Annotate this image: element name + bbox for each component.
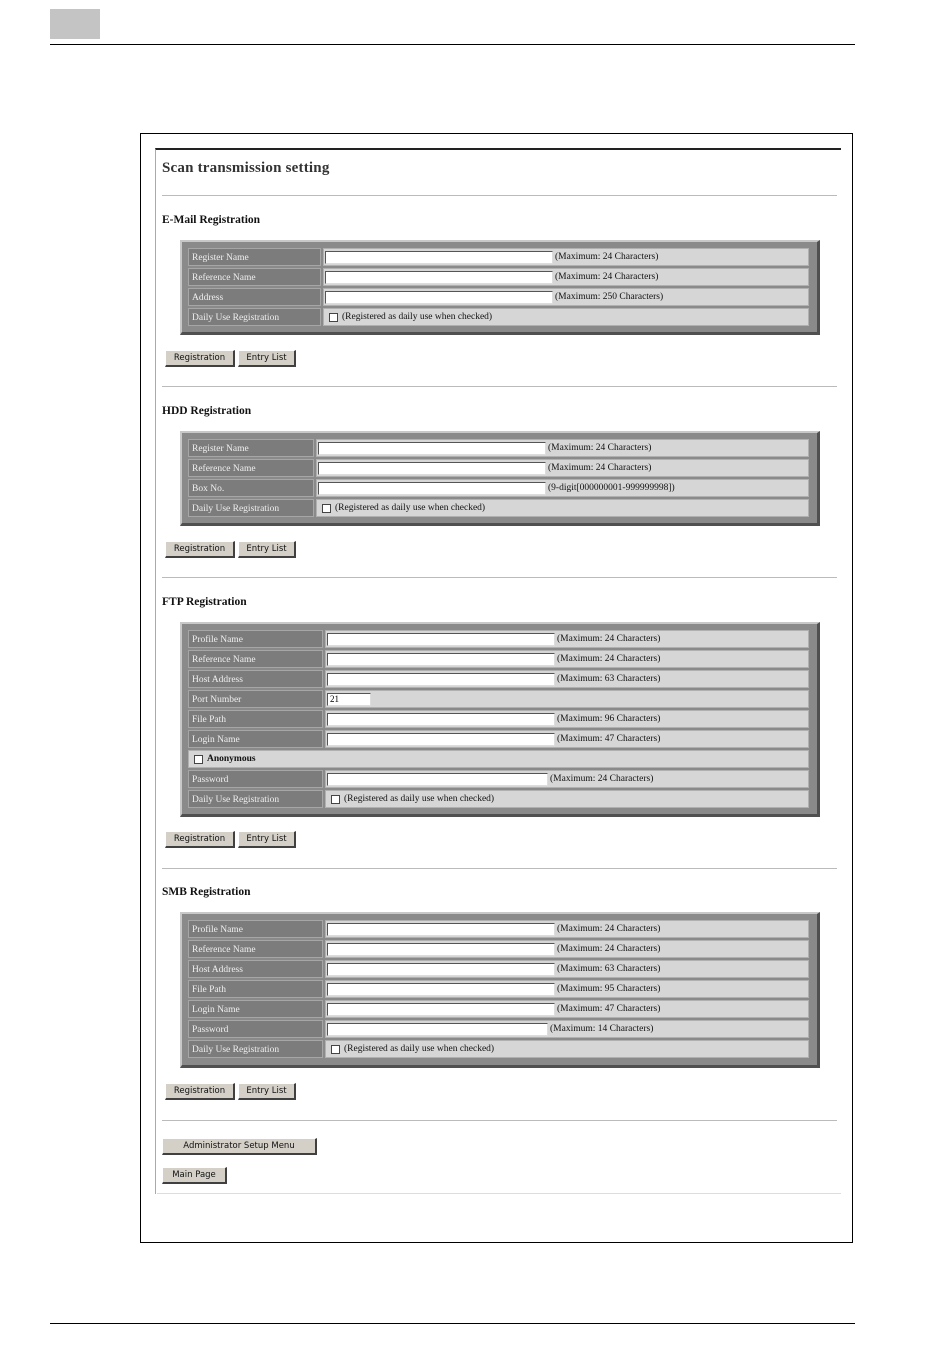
form-row: [188, 920, 809, 938]
form-row: [188, 630, 809, 648]
checkbox-label: (Registered as daily use when checked): [344, 794, 495, 804]
field-hint: (Maximum: 24 Characters): [555, 252, 659, 262]
form-row: [188, 459, 809, 477]
smb-entry-list-button[interactable]: Entry List: [238, 1083, 296, 1100]
field-label: Register Name: [188, 248, 321, 266]
smb-profile-name-input[interactable]: [327, 923, 555, 936]
field-label: Reference Name: [188, 459, 314, 477]
field-label: Address: [188, 288, 321, 306]
form-row: [188, 439, 809, 457]
email-reference-name-input[interactable]: [325, 271, 553, 284]
form-row: [188, 940, 809, 958]
form-row: [188, 710, 809, 728]
field-label: Profile Name: [188, 920, 323, 938]
smb-login-name-input[interactable]: [327, 1003, 555, 1016]
checkbox-label: (Registered as daily use when checked): [344, 1044, 495, 1054]
field-label: Login Name: [188, 1000, 323, 1018]
field-hint: (9-digit[000000001-999999998]): [548, 483, 675, 493]
field-label: File Path: [188, 980, 323, 998]
form-row: [188, 650, 809, 668]
email-entry-list-button[interactable]: Entry List: [238, 350, 296, 367]
field-label: Reference Name: [188, 650, 323, 668]
checkbox-label: (Registered as daily use when checked): [342, 312, 493, 322]
form-row: [188, 479, 809, 497]
hdd-registration-button[interactable]: Registration: [165, 541, 235, 558]
form-row: [188, 248, 809, 266]
form-row: [188, 499, 809, 517]
ftp-anonymous-checkbox[interactable]: [194, 755, 203, 764]
field-label: Profile Name: [188, 630, 323, 648]
field-hint: (Maximum: 24 Characters): [548, 443, 652, 453]
ftp-section-title: FTP Registration: [162, 596, 247, 608]
email-register-name-input[interactable]: [325, 251, 553, 264]
ftp-entry-list-button[interactable]: Entry List: [238, 831, 296, 848]
hdd-section-title: HDD Registration: [162, 405, 252, 417]
ftp-file-path-input[interactable]: [327, 713, 555, 726]
smb-password-input[interactable]: [327, 1023, 548, 1036]
hdd-register-name-input[interactable]: [318, 442, 546, 455]
form-row: [188, 1020, 809, 1038]
field-label: File Path: [188, 710, 323, 728]
field-label: Reference Name: [188, 268, 321, 286]
field-hint: (Maximum: 24 Characters): [550, 774, 654, 784]
field-hint: (Maximum: 24 Characters): [557, 654, 661, 664]
field-label: Daily Use Registration: [188, 1040, 323, 1058]
field-label: Daily Use Registration: [188, 790, 323, 808]
form-row: [188, 308, 809, 326]
ftp-port-number-input[interactable]: [327, 693, 371, 706]
header-rule: [50, 44, 855, 45]
divider: [162, 386, 837, 387]
field-label: Login Name: [188, 730, 323, 748]
smb-section-title: SMB Registration: [162, 886, 251, 898]
field-label: Daily Use Registration: [188, 499, 314, 517]
administrator-setup-menu-button[interactable]: Administrator Setup Menu: [162, 1138, 317, 1155]
checkbox-label: Anonymous: [207, 754, 256, 764]
form-row: [188, 1000, 809, 1018]
field-hint: (Maximum: 95 Characters): [557, 984, 661, 994]
hdd-daily-use-checkbox[interactable]: [322, 504, 331, 513]
field-label: Password: [188, 1020, 323, 1038]
field-label: Port Number: [188, 690, 323, 708]
field-hint: (Maximum: 47 Characters): [557, 734, 661, 744]
ftp-form-panel: [180, 622, 820, 817]
hdd-entry-list-button[interactable]: Entry List: [238, 541, 296, 558]
ftp-daily-use-checkbox[interactable]: [331, 795, 340, 804]
page-title: Scan transmission setting: [162, 160, 330, 176]
field-hint: (Maximum: 24 Characters): [557, 924, 661, 934]
header-tab-marker: [50, 9, 100, 39]
form-row: [188, 770, 809, 788]
checkbox-label: (Registered as daily use when checked): [335, 503, 486, 513]
field-label: Host Address: [188, 960, 323, 978]
field-hint: (Maximum: 14 Characters): [550, 1024, 654, 1034]
divider: [162, 195, 837, 196]
field-hint: (Maximum: 63 Characters): [557, 674, 661, 684]
field-hint: (Maximum: 96 Characters): [557, 714, 661, 724]
ftp-registration-button[interactable]: Registration: [165, 831, 235, 848]
field-label: Host Address: [188, 670, 323, 688]
hdd-form-panel: [180, 431, 820, 526]
field-label: Daily Use Registration: [188, 308, 321, 326]
form-row: [188, 288, 809, 306]
field-hint: (Maximum: 24 Characters): [557, 944, 661, 954]
field-hint: (Maximum: 63 Characters): [557, 964, 661, 974]
hdd-reference-name-input[interactable]: [318, 462, 546, 475]
form-row: [188, 268, 809, 286]
field-label: Box No.: [188, 479, 314, 497]
form-row: [188, 690, 809, 708]
smb-form-panel: [180, 912, 820, 1068]
divider: [162, 577, 837, 578]
form-row: [188, 960, 809, 978]
email-daily-use-checkbox[interactable]: [329, 313, 338, 322]
form-row: [188, 750, 809, 768]
hdd-box-no-input[interactable]: [318, 482, 546, 495]
email-form-panel: [180, 240, 820, 335]
divider: [162, 868, 837, 869]
ftp-reference-name-input[interactable]: [327, 653, 555, 666]
field-label: Register Name: [188, 439, 314, 457]
smb-host-address-input[interactable]: [327, 963, 555, 976]
ftp-profile-name-input[interactable]: [327, 633, 555, 646]
ftp-password-input[interactable]: [327, 773, 548, 786]
main-page-button[interactable]: Main Page: [162, 1167, 227, 1184]
form-row: [188, 670, 809, 688]
smb-registration-button[interactable]: Registration: [165, 1083, 235, 1100]
field-hint: (Maximum: 24 Characters): [555, 272, 659, 282]
form-row: [188, 730, 809, 748]
divider: [162, 1120, 837, 1121]
email-registration-button[interactable]: Registration: [165, 350, 235, 367]
field-label: Password: [188, 770, 323, 788]
footer-rule: [50, 1323, 855, 1324]
smb-daily-use-checkbox[interactable]: [331, 1045, 340, 1054]
field-hint: (Maximum: 47 Characters): [557, 1004, 661, 1014]
ftp-host-address-input[interactable]: [327, 673, 555, 686]
form-row: [188, 1040, 809, 1058]
field-hint: (Maximum: 24 Characters): [557, 634, 661, 644]
ftp-login-name-input[interactable]: [327, 733, 555, 746]
smb-file-path-input[interactable]: [327, 983, 555, 996]
field-hint: (Maximum: 250 Characters): [555, 292, 664, 302]
email-section-title: E-Mail Registration: [162, 214, 261, 226]
field-label: Reference Name: [188, 940, 323, 958]
form-row: [188, 980, 809, 998]
field-hint: (Maximum: 24 Characters): [548, 463, 652, 473]
smb-reference-name-input[interactable]: [327, 943, 555, 956]
divider: [157, 1193, 841, 1194]
email-address-input[interactable]: [325, 291, 553, 304]
form-row: [188, 790, 809, 808]
